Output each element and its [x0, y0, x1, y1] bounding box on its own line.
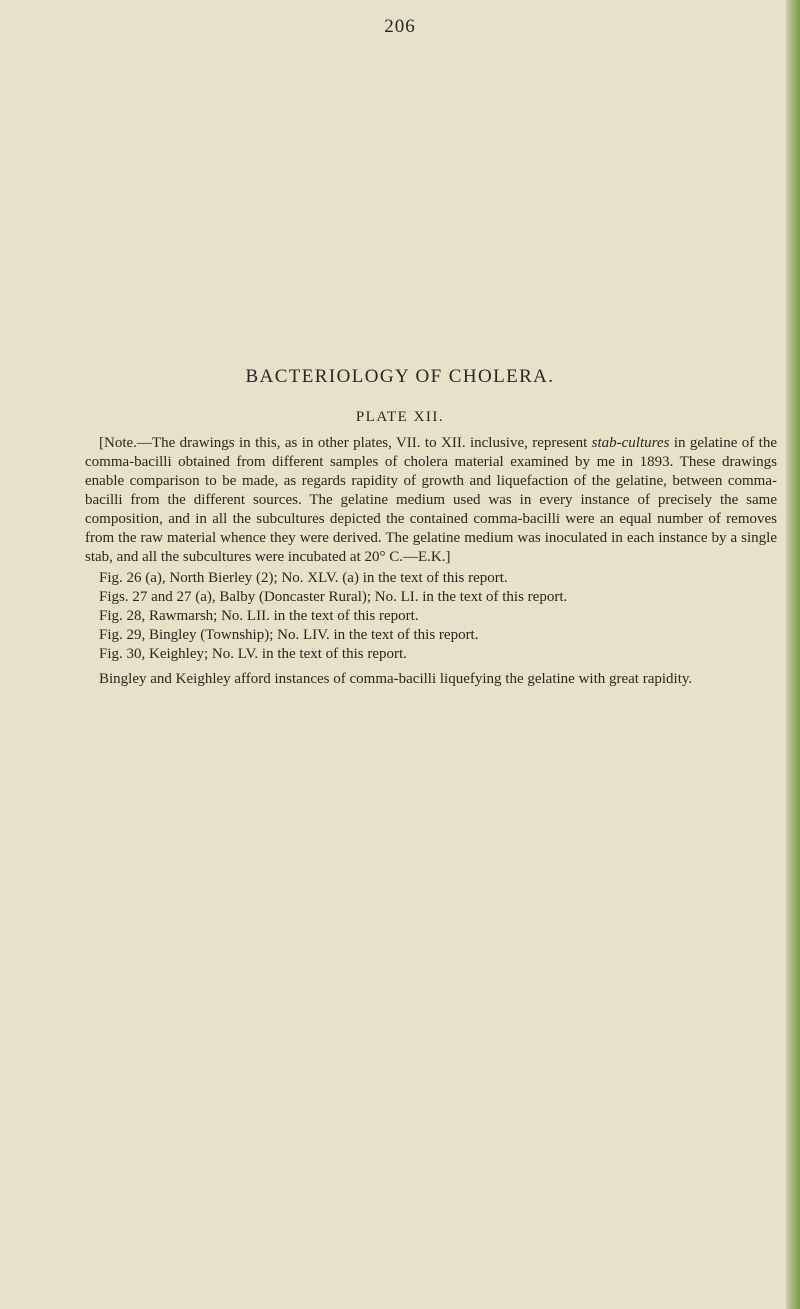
- closing-paragraph: Bingley and Keighley afford instances of comma-bacilli liquefying the gelatine with great rapidity.: [99, 671, 693, 687]
- figure-list: [85, 569, 777, 664]
- figure-entry: Fig. 30, Keighley; No. LV. in the text of this report.: [99, 646, 407, 662]
- page-title: BACTERIOLOGY OF CHOLERA.: [245, 366, 555, 387]
- editor-note: [85, 434, 777, 567]
- note-lead: [Note.—The drawings in this, as in other plates, VII. to XII. inclusive, represent: [99, 435, 592, 451]
- figure-entry: Fig. 29, Bingley (Township); No. LIV. in the text of this report.: [99, 627, 479, 643]
- figure-entry: Figs. 27 and 27 (a), Balby (Doncaster Rural); No. LI. in the text of this report.: [99, 589, 568, 605]
- plate-title: PLATE XII.: [355, 409, 445, 425]
- figure-entry: Fig. 28, Rawmarsh; No. LII. in the text of this report.: [99, 608, 419, 624]
- plate-description: [85, 434, 777, 689]
- note-rest: in gelatine of the comma-bacilli obtained from different samples of cholera material examined by me in 1893. These drawings enable comparison to be made, as regards rapidity of growth and liquefaction of the gelatine, between comma-bacilli from the different sources. The gelatine medium used was in every instance of precisely the same composition, and in all the subcultures depicted the contained comma-bacilli were an equal number of removes from the raw material whence they were derived. The gelatine medium was inoculated in each instance by a single stab, and all the subcultures were incubated at 20° C.—E.K.]: [85, 435, 777, 565]
- note-italic-term: stab-cultures: [591, 435, 670, 451]
- page-number: 206: [384, 16, 416, 37]
- figure-entry: Fig. 26 (a), North Bierley (2); No. XLV. (a) in the text of this report.: [99, 570, 508, 586]
- page-edge: [786, 0, 800, 1309]
